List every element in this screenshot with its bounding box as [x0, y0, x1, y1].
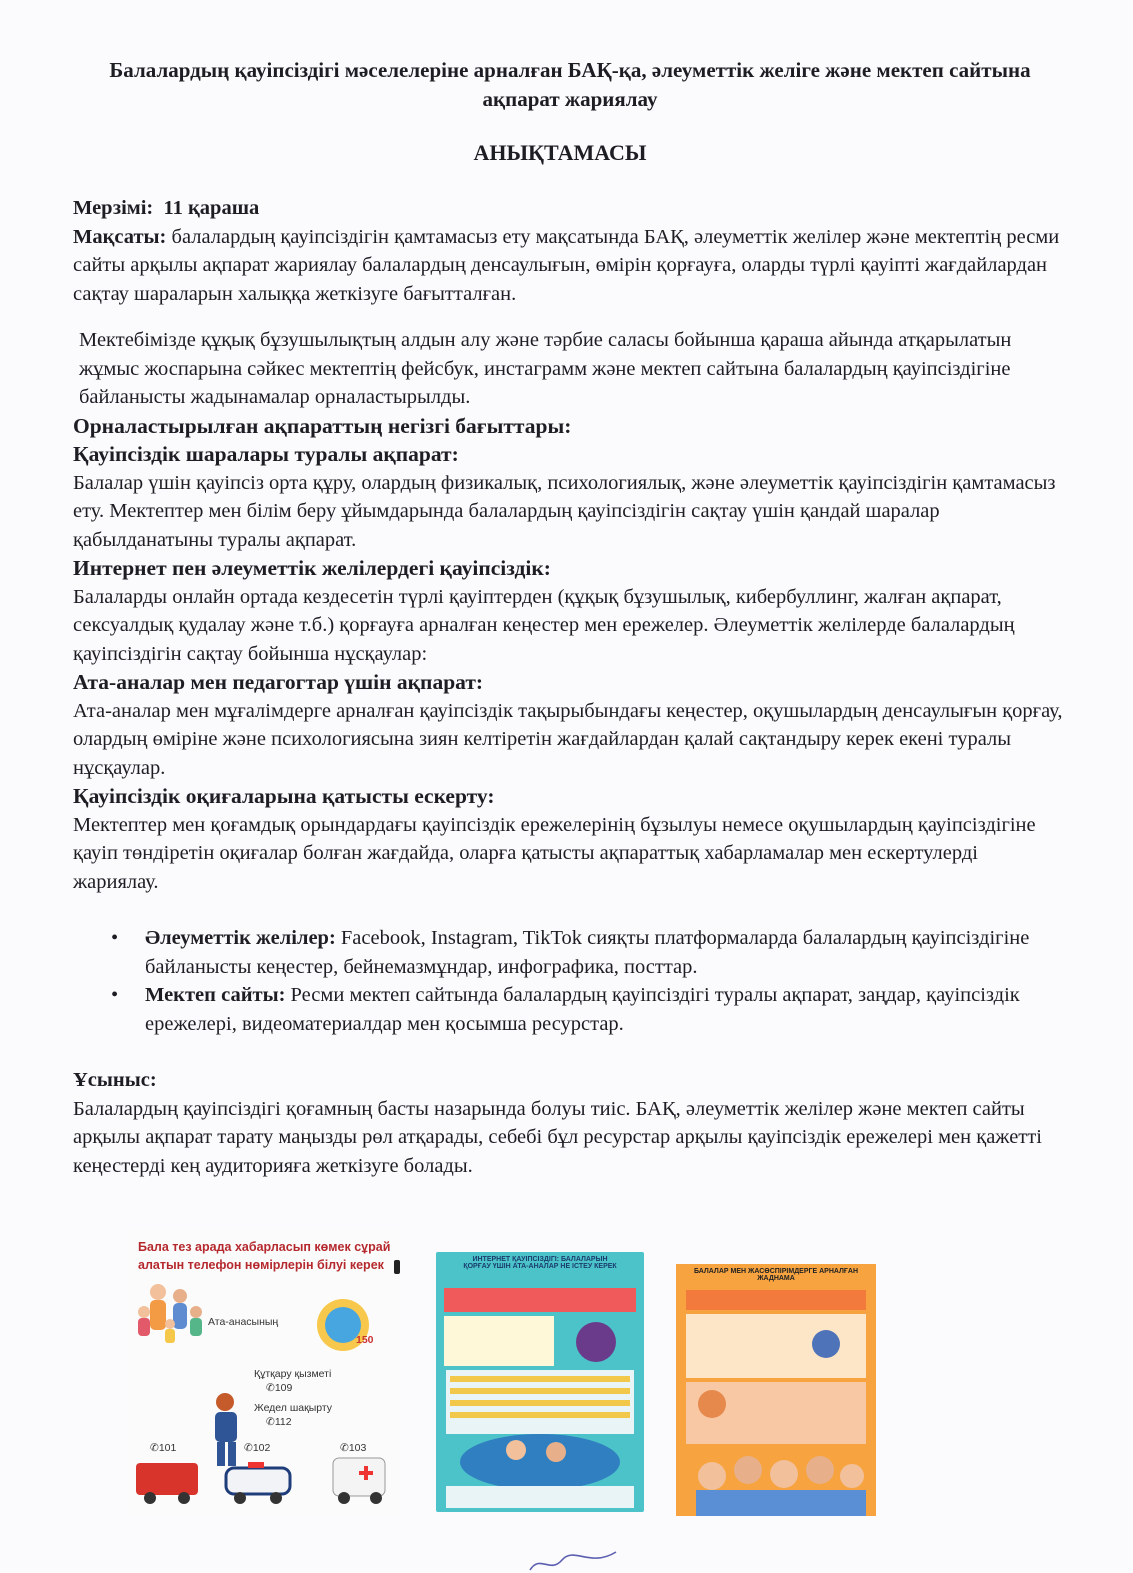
bullet-text: Facebook, Instagram, TikTok сияқты платформаларда балалардың қауіпсіздігіне байланысты кеңестер, бейнемазмұндар, инфографика, посттар. [145, 927, 1030, 978]
intro-paragraph: Мектебімізде құқық бұзушылықтың алдын алу және тәрбие саласы бойынша қараша айында атқарылатын жұмыс жоспарына сәйкес мектептің фейсбук, инстаграмм және мектеп сайтына балалардың қауіпсіздігіне байланысты жадынамалар орналастырылды. [79, 329, 1012, 408]
goal-label: Мақсаты: [73, 225, 167, 248]
poster-title: БАЛАЛАР МЕН ЖАСӨСПІРІМДЕРГЕ АРНАЛҒАН ЖАДНАМА [693, 1268, 859, 1282]
section-heading: Қауіпсіздік оқиғаларына қатысты ескерту: [73, 784, 495, 808]
section-heading: Ата-аналар мен педагогтар үшін ақпарат: [73, 670, 484, 694]
section-text: Балалар үшін қауіпсіз орта құру, олардың физикалық, психологиялық, және әлеуметтік қауіпсіздігін қамтамасыз ету. Мектептер мен білім беру ұйымдарында балалардың қауіпсіздігін сақтау үшін қандай шаралар қабылданатыны туралы ақпарат. [73, 471, 1056, 551]
ambulance-number-value: 103 [348, 1442, 367, 1454]
police-number-value: 102 [252, 1442, 271, 1454]
bullet-list [73, 924, 1063, 1038]
badge-number: 150 [356, 1334, 374, 1346]
bullet-text: Ресми мектеп сайтында балалардың қауіпсіздігі туралы ақпарат, заңдар, қауіпсіздік ережелері, видеоматериалдар мен қосымша ресурстар. [145, 984, 1020, 1035]
ambulance-number: ✆103 [340, 1442, 367, 1454]
fire-number-value: 101 [158, 1442, 177, 1454]
document-title: Балалардың қауіпсіздігі мәселелеріне арналған БАҚ-қа, әлеуметтік желіге және мектеп сайтына ақпарат жариялау [109, 58, 1031, 111]
document-subtitle: АНЫҚТАМАСЫ [473, 140, 647, 165]
poster-title: Бала тез арада хабарласып көмек сұрай алатын телефон нөмірлерін білуі керек [138, 1240, 391, 1272]
emergency-number-value: 112 [274, 1416, 292, 1428]
police-number: ✆102 [244, 1442, 271, 1454]
document-body [73, 194, 1063, 1180]
date-value: 11 қараша [163, 197, 260, 219]
internet-safety-illustration [436, 1252, 644, 1512]
goal-text: балалардың қауіпсіздігін қамтамасыз ету мақсатында БАҚ, әлеуметтік желілер және мектептің ресми сайты арқылы ақпарат жариялау балалардың денсаулығын, өмірін қорғауға, оларды түрлі қауіпті жағдайлардан сақтау шараларын халыққа жеткізуге бағытталған. [73, 225, 1060, 305]
fire-number: ✆101 [150, 1442, 177, 1454]
poster-title: ИНТЕРНЕТ ҚАУІПСІЗДІГІ: БАЛАЛАРЫН ҚОРҒАУ ҮШІН АТА-АНАЛАР НЕ ІСТЕУ КЕРЕК [463, 1256, 617, 1270]
list-item [111, 924, 1063, 981]
section-heading: Интернет пен әлеуметтік желілердегі қауіпсіздік: [73, 556, 551, 580]
section-text: Ата-аналар мен мұғалімдерге арналған қауіпсіздік тақырыбындағы кеңестер, оқушылардың денсаулығын қорғау, олардың өміріне және психологиясына зиян келтіретін жағдайлардан қалай сақтандыру керек екені туралы нұсқаулар. [73, 699, 1063, 779]
bullet-label: Әлеуметтік желілер: [145, 927, 336, 949]
rescue-label: Құтқару қызметі [254, 1368, 332, 1380]
internet-safety-poster [436, 1252, 644, 1512]
date-label: Мерзімі: [73, 197, 154, 219]
goal-paragraph [73, 223, 1063, 309]
recommendation-text: Балалардың қауіпсіздігі қоғамның басты назарында болуы тиіс. БАҚ, әлеуметтік желілер және мектеп сайты арқылы ақпарат тарату маңызды рөл атқарады, себебі бұл ресурстар арқылы қауіпсіздік ережелері мен қажетті кеңестерді кең аудиторияға жеткізуге болады. [73, 1097, 1042, 1177]
rescue-number: ✆109 [266, 1382, 293, 1394]
bullet-icon: • [111, 927, 119, 949]
emergency-numbers-poster [128, 1230, 400, 1518]
section-text: Балаларды онлайн ортада кездесетін түрлі қауіптерден (құқық бұзушылық, кибербуллинг, жалған ақпарат, сексуалдық қудалау және т.б.) қорғауға арналған кеңестер мен ережелер. Әлеуметтік желілерде балалардың қауіпсіздігін сақтау бойынша нұсқаулар: [73, 585, 1015, 665]
date-line [73, 194, 1063, 223]
emergency-number: ✆112 [266, 1416, 292, 1428]
teens-illustration [676, 1264, 876, 1516]
bullet-label: Мектеп сайты: [145, 984, 286, 1006]
section-text: Мектептер мен қоғамдық орындардағы қауіпсіздік ережелерінің бұзылуы немесе оқушылардың қауіпсіздігіне қауіп төндіретін оқиғалар болған жағдайда, оларға қатысты ақпараттық хабарламалар мен ескертулерді жариялау. [73, 813, 1036, 893]
emergency-label: Жедел шақырту [254, 1402, 333, 1414]
teen-memo-poster [676, 1264, 876, 1516]
recommendation-heading: Ұсыныс: [73, 1069, 157, 1091]
bullet-icon: • [111, 984, 119, 1006]
parents-label: Ата-анасының [208, 1316, 279, 1328]
rescue-number-value: 109 [274, 1382, 293, 1394]
section-heading: Қауіпсіздік шаралары туралы ақпарат: [73, 442, 459, 466]
list-item [111, 981, 1063, 1038]
signature-mark [520, 1548, 640, 1573]
main-heading: Орналастырылған ақпараттың негізгі бағыттары: [73, 413, 572, 438]
